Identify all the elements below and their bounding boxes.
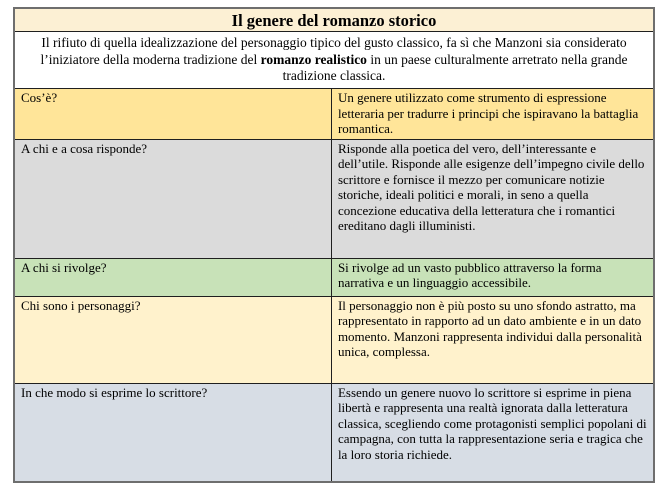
intro-row [14, 32, 654, 89]
intro-text-part2: in un paese culturalmente arretrato nella grande tradizione classica. [282, 51, 628, 84]
question-cell: A chi e a cosa risponde? [14, 139, 331, 258]
answer-cell: Si rivolge ad un vasto pubblico attraverso la forma narrativa e un linguaggio accessibile. [331, 258, 654, 296]
answer-cell: Un genere utilizzato come strumento di espressione letteraria per tradurre i principi che ispiravano la battaglia romantica. [331, 89, 654, 140]
question-cell: Chi sono i personaggi? [14, 296, 331, 383]
answer-cell: Risponde alla poetica del vero, dell’interessante e dell’utile. Risponde alle esigenze dell’impegno civile dello scrittore e fornisce il mezzo per comunicare notizie storiche, ideali politici e morali, in seno a quella concezione educativa della letteratura che i romantici ereditano dagli illuministi. [331, 139, 654, 258]
page-title: Il genere del romanzo storico [14, 8, 654, 32]
table-title-row [14, 8, 654, 32]
table-row [14, 296, 654, 383]
table-row [14, 139, 654, 258]
historical-novel-table [13, 7, 655, 483]
answer-cell: Il personaggio non è più posto su uno sfondo astratto, ma rappresentato in rapporto ad un dato ambiente e in un dato momento. Manzoni rappresenta individui dalla personalità unica, complessa. [331, 296, 654, 383]
intro-cell [14, 32, 654, 89]
table-row [14, 258, 654, 296]
question-cell: Cos’è? [14, 89, 331, 140]
table-row [14, 89, 654, 140]
answer-cell: Essendo un genere nuovo lo scrittore si esprime in piena libertà e rappresenta una realtà ignorata dalla letteratura classica, scegliendo come protagonisti semplici popolani di campagna, con tutta la rappresentazione seria e tragica che la loro storia richiede. [331, 383, 654, 482]
question-cell: A chi si rivolge? [14, 258, 331, 296]
intro-text-bold: romanzo realistico [260, 51, 367, 67]
question-cell: In che modo si esprime lo scrittore? [14, 383, 331, 482]
table-row [14, 383, 654, 482]
intro-text-part1: Il rifiuto di quella idealizzazione del personaggio tipico del gusto classico, fa sì che Manzoni sia considerato l’iniziatore della moderna tradizione del [40, 35, 627, 67]
